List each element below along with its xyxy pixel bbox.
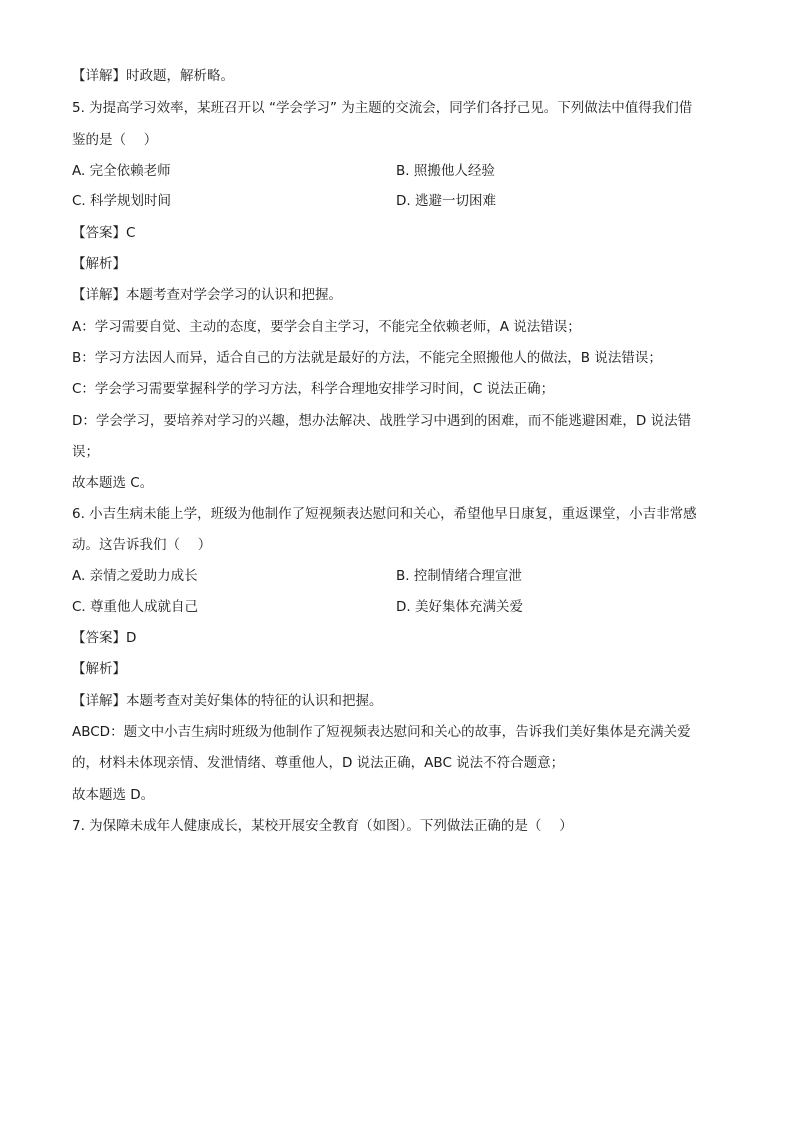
- q6-explanation-line-2: 的，材料未体现亲情、发泄情绪、尊重他人，D 说法正确，ABC 说法不符合题意；: [72, 755, 565, 771]
- q5-explanation-d-line-1: D：学会学习，要培养对学习的兴趣，想办法解决、战胜学习中遇到的困难，而不能逃避困难，D 说法错: [72, 413, 692, 429]
- q5-analysis-heading: 【解析】: [72, 256, 126, 272]
- q5-option-c: C. 科学规划时间: [72, 193, 172, 209]
- q5-explanation-b: B：学习方法因人而异，适合自己的方法就是最好的方法，不能完全照搬他人的做法，B 说法错误；: [72, 350, 662, 366]
- q5-stem-line-2: 鉴的是（ ）: [72, 132, 158, 148]
- q5-conclusion: 故本题选 C。: [72, 475, 154, 491]
- q6-stem-line-2: 动。这告诉我们（ ）: [72, 537, 212, 553]
- q6-conclusion: 故本题选 D。: [72, 787, 155, 803]
- q5-option-d: D. 逃避一切困难: [396, 193, 496, 209]
- q5-detail: 【详解】本题考查对学会学习的认识和把握。: [72, 287, 342, 303]
- q6-stem-line-1: 6. 小吉生病未能上学，班级为他制作了短视频表达慰问和关心，希望他早日康复，重返课堂，小吉非常感: [72, 506, 697, 522]
- q5-answer: 【答案】C: [72, 225, 136, 241]
- q5-explanation-a: A：学习需要自觉、主动的态度，要学会自主学习，不能完全依赖老师，A 说法错误；: [72, 319, 581, 335]
- q6-analysis-heading: 【解析】: [72, 661, 126, 677]
- q6-detail: 【详解】本题考查对美好集体的特征的认识和把握。: [72, 693, 383, 709]
- q6-explanation-line-1: ABCD：题文中小吉生病时班级为他制作了短视频表达慰问和关心的故事，告诉我们美好集体是充满关爱: [72, 724, 691, 740]
- q5-option-b: B. 照搬他人经验: [396, 163, 495, 179]
- q6-option-c: C. 尊重他人成就自己: [72, 599, 199, 615]
- q5-option-a: A. 完全依赖老师: [72, 163, 171, 179]
- q6-answer: 【答案】D: [72, 630, 137, 646]
- q6-option-a: A. 亲情之爱助力成长: [72, 568, 198, 584]
- q5-explanation-d-line-2: 误；: [72, 444, 99, 460]
- q7-stem: 7. 为保障未成年人健康成长，某校开展安全教育（如图）。下列做法正确的是（ ）: [72, 818, 573, 834]
- q5-stem-line-1: 5. 为提高学习效率，某班召开以 “学会学习” 为主题的交流会，同学们各抒己见。下列做法中值得我们借: [72, 100, 693, 116]
- q5-explanation-c: C：学会学习需要掌握科学的学习方法，科学合理地安排学习时间，C 说法正确；: [72, 381, 555, 397]
- q6-option-d: D. 美好集体充满关爱: [396, 599, 523, 615]
- prev-detail-line: 【详解】时政题，解析略。: [72, 68, 234, 84]
- q6-option-b: B. 控制情绪合理宣泄: [396, 568, 522, 584]
